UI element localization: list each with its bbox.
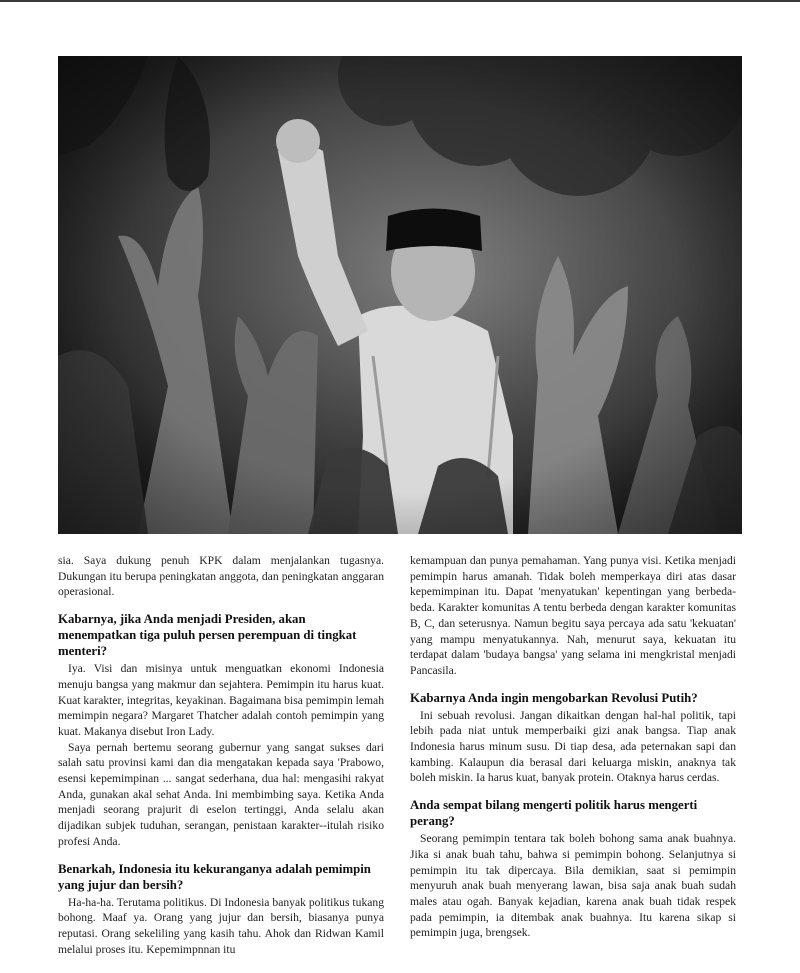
paragraph: sia. Saya dukung penuh KPK dalam menjalankan tugasnya. Dukungan itu berupa peningkatan anggota, dan peningkatan anggaran operasional. — [58, 554, 384, 599]
photo-leader-raising-fist — [58, 56, 742, 534]
paragraph: Seorang pemimpin tentara tak boleh bohong sama anak buahnya. Jika si anak buah tahu, bahwa si pemimpin bohong. Selanjutnya si pemimpin itu tak dipercaya. Bila demikian, saat si pemimpin menyuruh anak buah menyerang lawan, bisa saja anak buah sudah males atau ogah. Banyak kejadian, karena anak buah tidak respek pada pemimpin, ia ditembak anak buahnya. Itu karena sikap si pemimpin juga, brengsek. — [410, 832, 736, 940]
photo-illustration — [58, 56, 742, 534]
paragraph: Iya. Visi dan misinya untuk menguatkan ekonomi Indonesia menuju bangsa yang makmur dan sejahtera. Pemimpin itu harus kuat. Kuat karakter, integritas, keyakinan. Bagaimana bisa pemimpin lemah memimpin negara? Margaret Thatcher adalah contoh pemimpin yang kuat. Makanya disebut Iron Lady. — [58, 662, 384, 738]
question-heading: Kabarnya, jika Anda menjadi Presiden, akan menempatkan tiga puluh persen perempuan di tingkat menteri? — [58, 612, 357, 659]
top-rule — [0, 0, 800, 2]
question-heading: Kabarnya Anda ingin mengobarkan Revolusi Putih? — [410, 690, 698, 705]
question-heading: Anda sempat bilang mengerti politik harus mengerti perang? — [410, 798, 698, 829]
question-heading: Benarkah, Indonesia itu kekuranganya adalah pemimpin yang jujur dan bersih? — [58, 861, 371, 892]
text-column-left — [58, 553, 384, 957]
paragraph: Saya pernah bertemu seorang gubernur yang sangat sukses dari salah satu provinsi kami dan dia mengatakan kepada saya 'Prabowo, esensi kepemimpinan ... sangat sederhana, dua hal: mengasihi rakyat Anda, gunakan akal sehat Anda. Ini membimbing saya. Ketika Anda menjadi seorang prajurit di eselon tertinggi, Anda selalu akan dijadikan subjek tuduhan, serangan, penistaan karakter--itulah risiko profesi Anda. — [58, 740, 384, 848]
paragraph: Ha-ha-ha. Terutama politikus. Di Indonesia banyak politikus tukang bohong. Maaf ya. Orang yang jujur dan bersih, biasanya punya reputasi. Orang sekeliling yang kasih tahu. Ahok dan Ridwan Kamil melalui proses itu. Kepemimpnnan itu — [58, 895, 384, 956]
paragraph: kemampuan dan punya pemahaman. Yang punya visi. Ketika menjadi pemimpin harus amanah. Tidak boleh memperkaya diri atas dasar kepemimpinan itu. Dapat 'menyatukan' kepentingan yang berbeda-beda. Karakter komunitas A tentu berbeda dengan karakter komunitas B, C, dan seterusnya. Namun begitu saya percaya ada satu 'kekuatan' yang mampu menyatukannya. Nah, menurut saya, kekuatan itu terdapat dalam 'budaya bangsa' yang selama ini mengkristal menjadi Pancasila. — [410, 554, 736, 677]
text-column-right — [410, 553, 736, 941]
paragraph: Ini sebuah revolusi. Jangan dikaitkan dengan hal-hal politik, tapi lebih pada niat untuk memperbaiki gizi anak bangsa. Tiap anak Indonesia harus minum susu. Di tiap desa, ada peternakan sapi dan kambing. Kalaupun dia berasal dari keluarga miskin, anaknya tak boleh miskin. Ia harus kuat, banyak protein. Otaknya harus cerdas. — [410, 708, 736, 785]
